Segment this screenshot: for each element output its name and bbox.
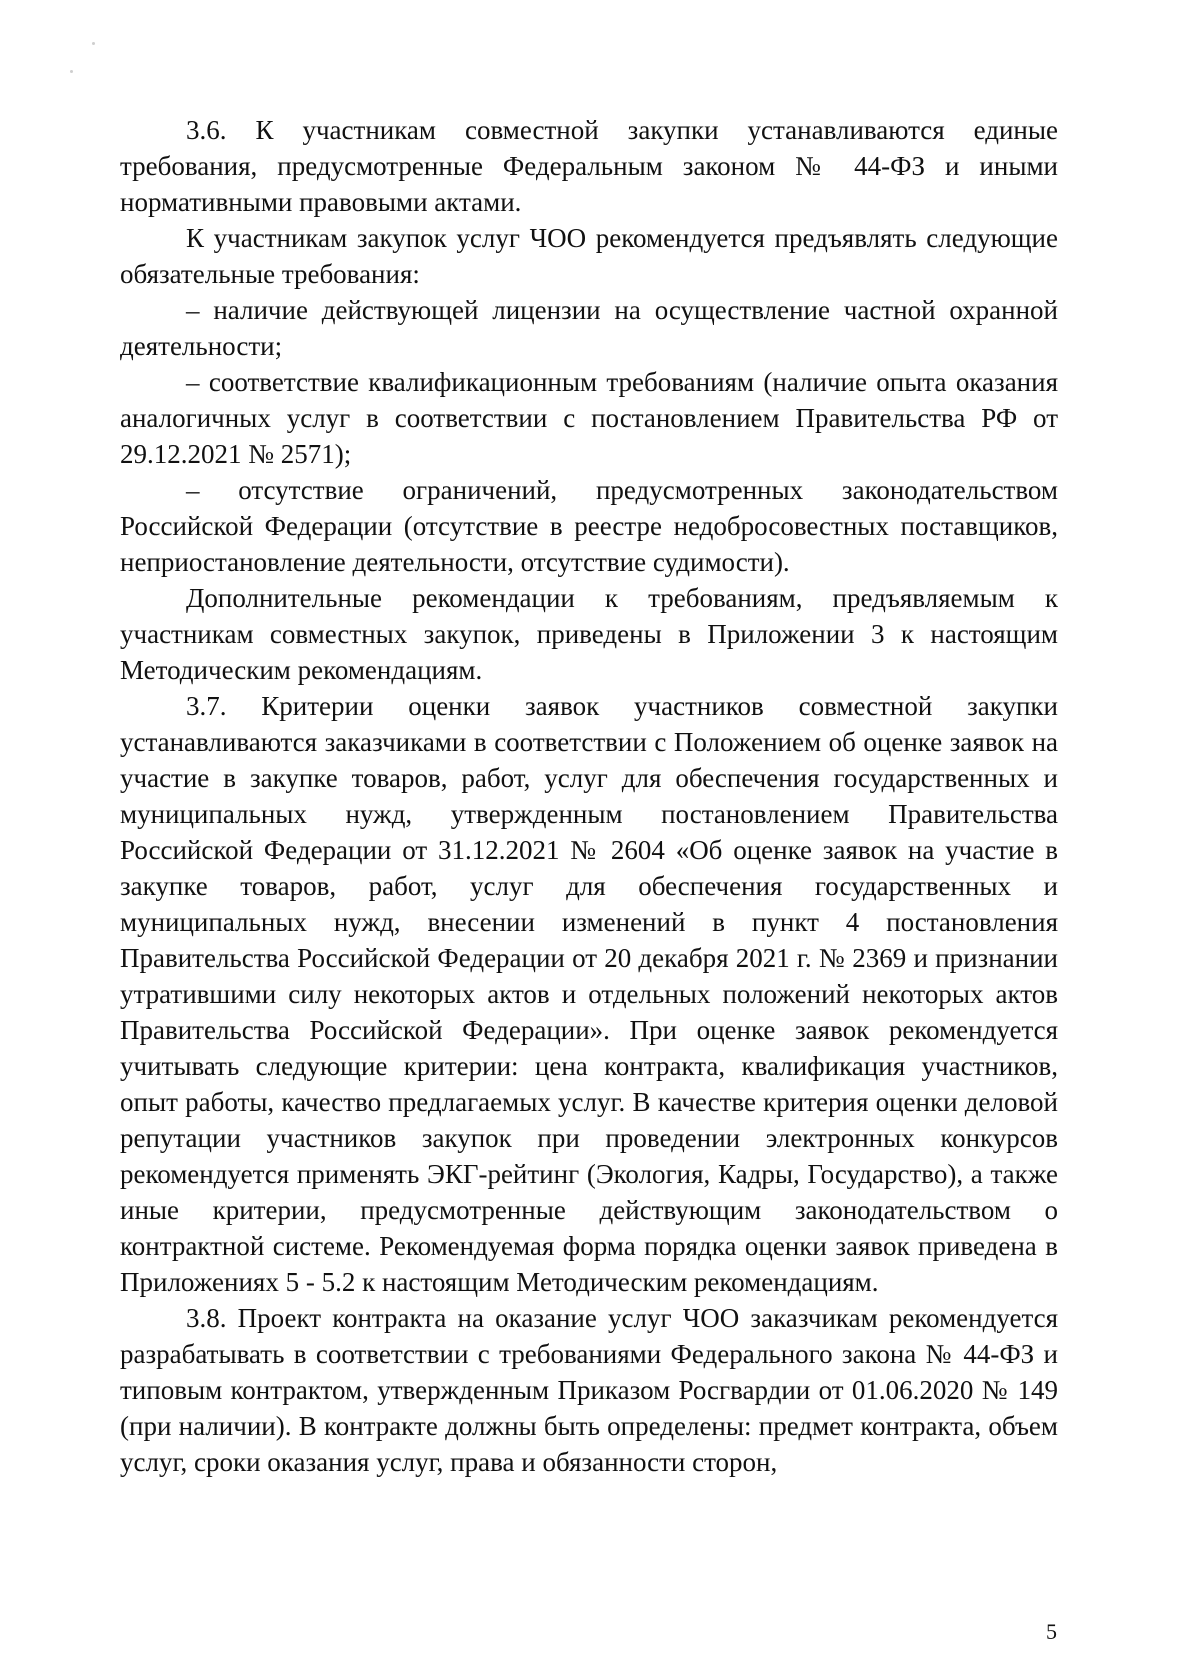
requirement-no-restrictions: – отсутствие ограничений, предусмотренных законодательством Российской Федерации (отсутствие в реестре недобросовестных поставщиков, неприостановление деятельности, отсутствие судимости). [120, 475, 1058, 577]
paragraph-3-8: 3.8. Проект контракта на оказание услуг ЧОО заказчикам рекомендуется разрабатывать в соответствии с требованиями Федерального закона № 44-ФЗ и типовым контрактом, утвержденным Приказом Росгвардии от 01.06.2020 № 149 (при наличии). В контракте должны быть определены: предмет контракта, объем услуг, сроки оказания услуг, права и обязанности сторон, [120, 1303, 1058, 1477]
page-number: 5 [1046, 1619, 1057, 1644]
requirement-license: – наличие действующей лицензии на осуществление частной охранной деятельности; [120, 295, 1058, 361]
paragraph-additional-recommendations: Дополнительные рекомендации к требованиям, предъявляемым к участникам совместных закупок, приведены в Приложении 3 к настоящим Методическим рекомендациям. [120, 583, 1058, 685]
scan-speck [92, 42, 95, 45]
paragraph-3-6: 3.6. К участникам совместной закупки устанавливаются единые требования, предусмотренные Федеральным законом № 44-ФЗ и иными нормативными правовыми актами. [120, 115, 1058, 217]
paragraph-3-7: 3.7. Критерии оценки заявок участников совместной закупки устанавливаются заказчиками в соответствии с Положением об оценке заявок на участие в закупке товаров, работ, услуг для обеспечения государственных и муниципальных нужд, утвержденным постановлением Правительства Российской Федерации от 31.12.2021 № 2604 «Об оценке заявок на участие в закупке товаров, работ, услуг для обеспечения государственных и муниципальных нужд, внесении изменений в пункт 4 постановления Правительства Российской Федерации от 20 декабря 2021 г. № 2369 и признании утратившими силу некоторых актов и отдельных положений некоторых актов Правительства Российской Федерации». При оценке заявок рекомендуется учитывать следующие критерии: цена контракта, квалификация участников, опыт работы, качество предлагаемых услуг. В качестве критерия оценки деловой репутации участников закупок при проведении электронных конкурсов рекомендуется применять ЭКГ-рейтинг (Экология, Кадры, Государство), а также иные критерии, предусмотренные действующим законодательством о контрактной системе. Рекомендуемая форма порядка оценки заявок приведена в Приложениях 5 - 5.2 к настоящим Методическим рекомендациям. [120, 691, 1058, 1297]
document-body [120, 112, 1058, 1480]
requirement-qualification: – соответствие квалификационным требованиям (наличие опыта оказания аналогичных услуг в соответствии с постановлением Правительства РФ от 29.12.2021 № 2571); [120, 367, 1058, 469]
scan-speck [70, 70, 73, 73]
paragraph-requirements-intro: К участникам закупок услуг ЧОО рекомендуется предъявлять следующие обязательные требования: [120, 223, 1058, 289]
